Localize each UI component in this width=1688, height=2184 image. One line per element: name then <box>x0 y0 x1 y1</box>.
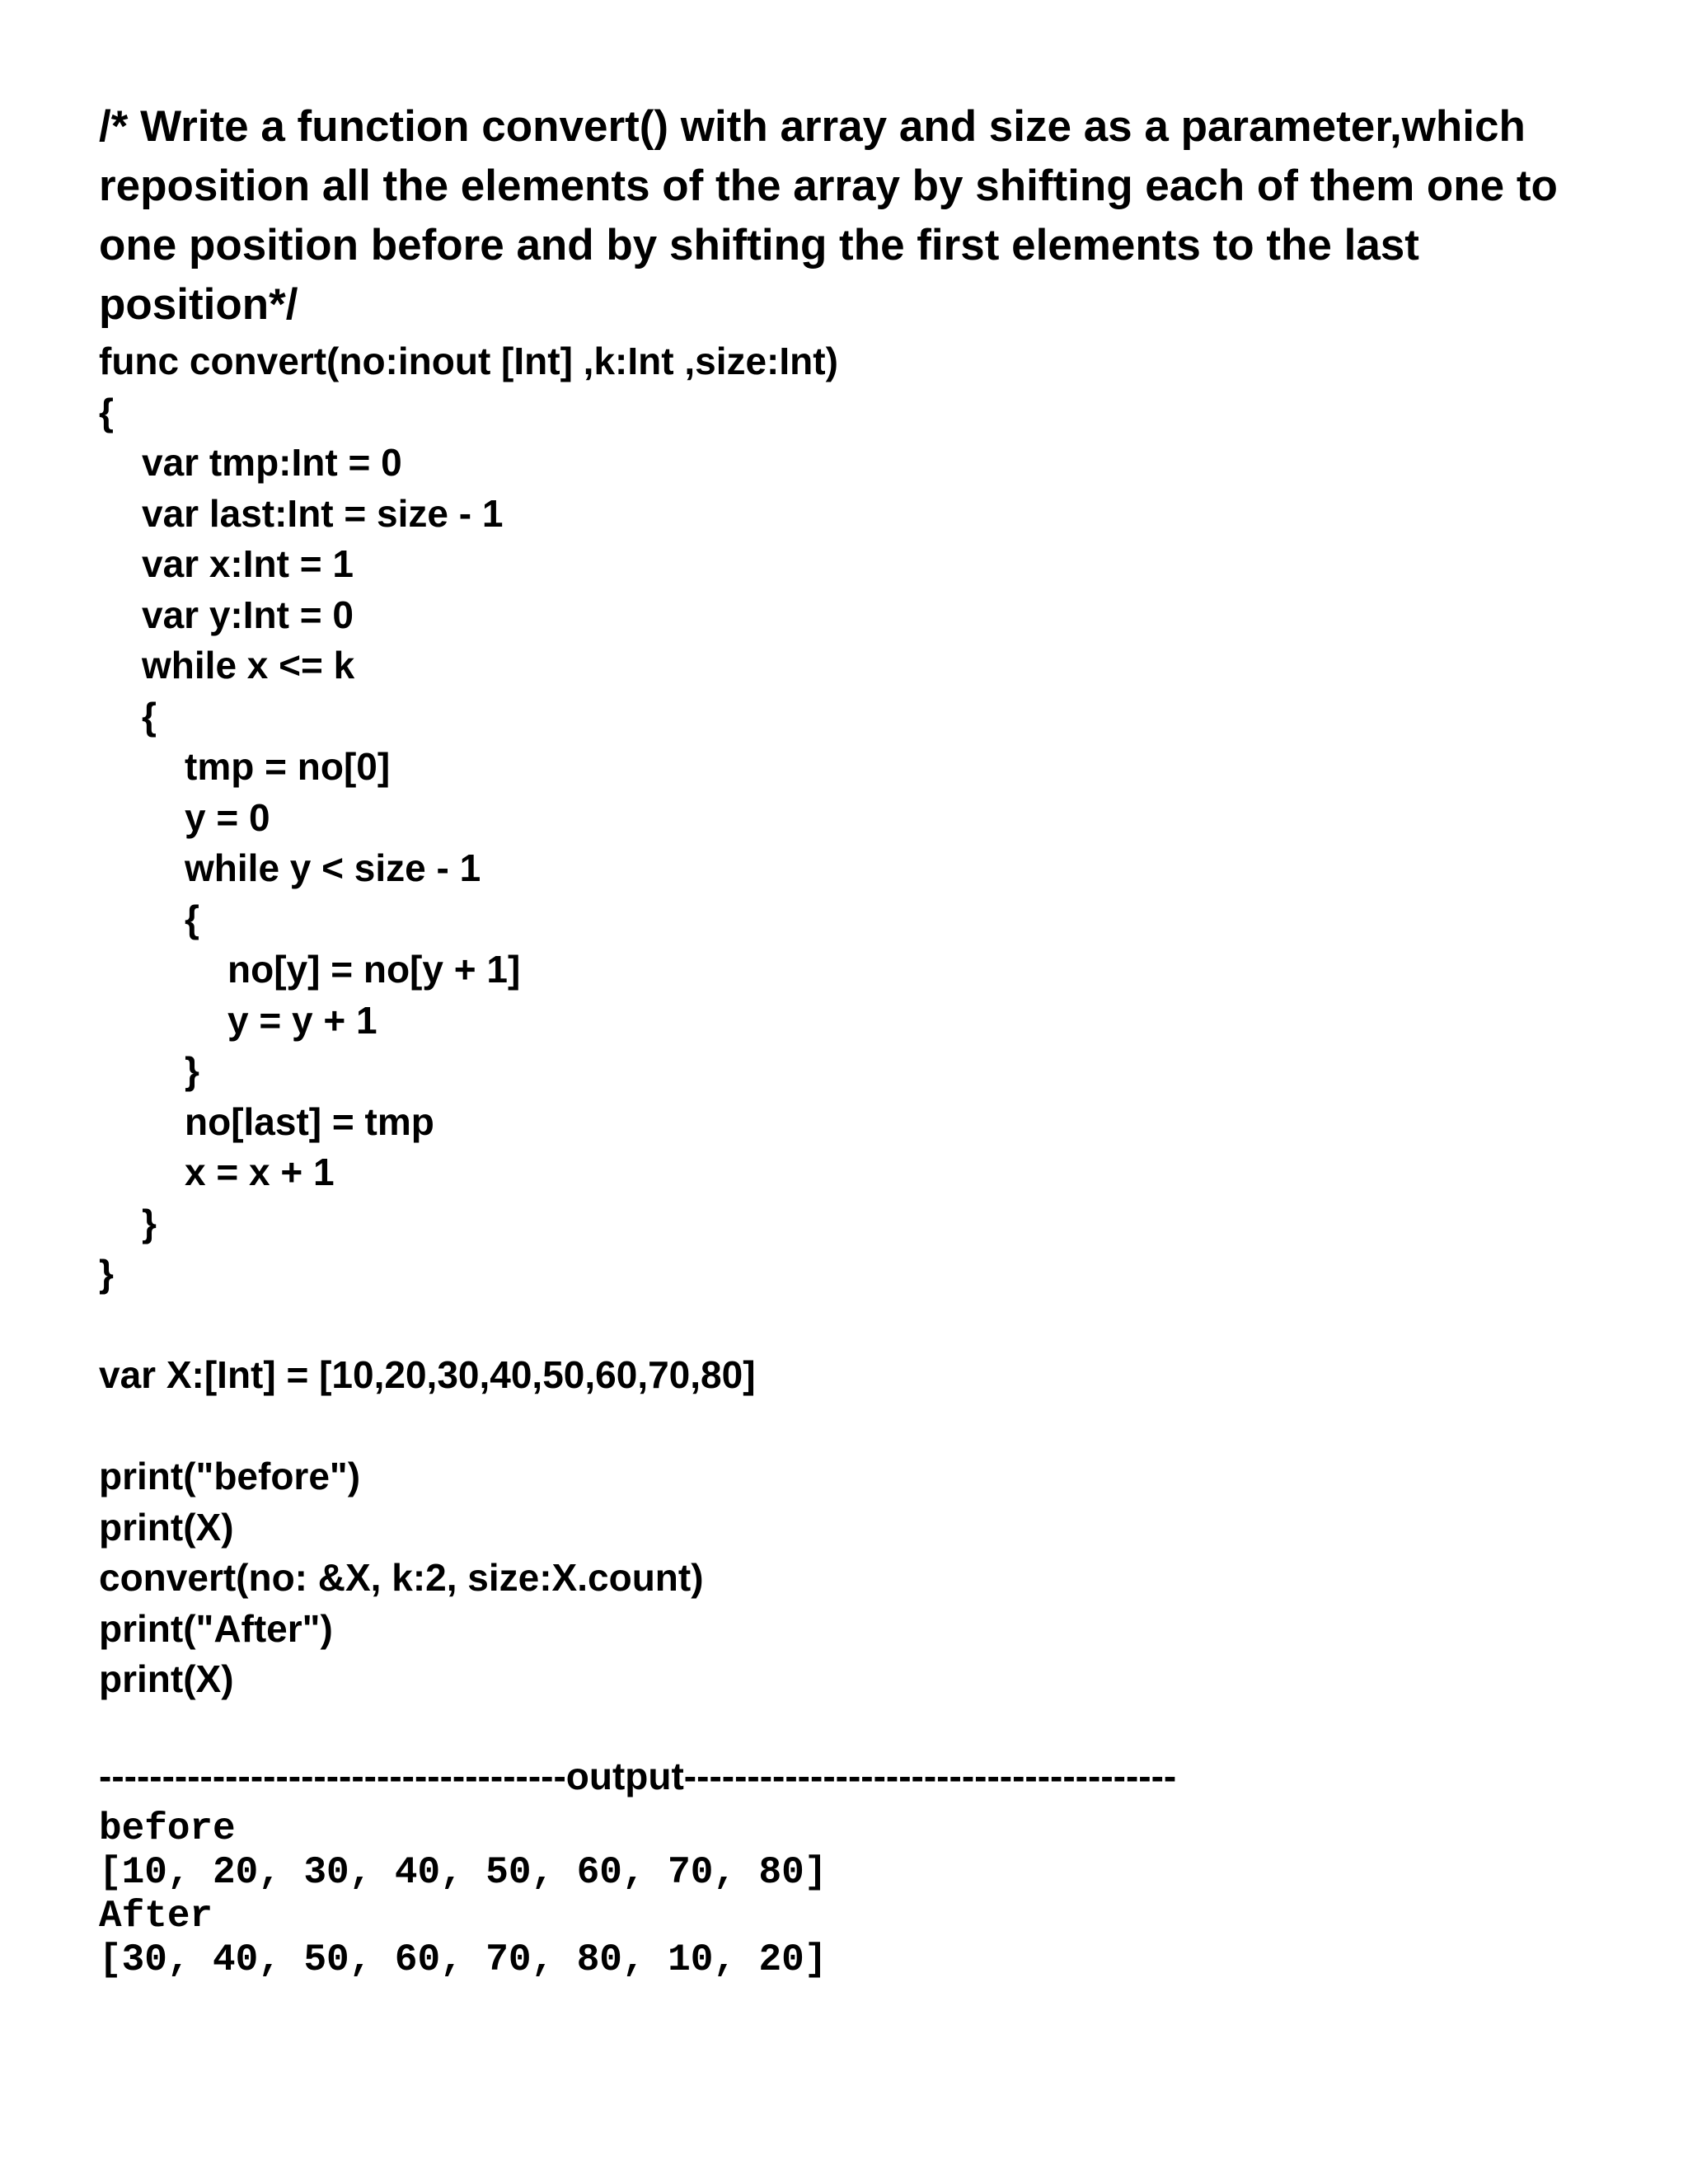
print-before-line: print("before") <box>99 1455 361 1497</box>
y-reset-line: y = 0 <box>185 795 270 839</box>
print-x-line: print(X) <box>99 1505 234 1549</box>
var-y-line: var y:Int = 0 <box>142 593 354 636</box>
array-decl-line: var X:[Int] = [10,20,30,40,50,60,70,80] <box>99 1353 756 1396</box>
open-brace-line: { <box>185 897 199 940</box>
close-brace-line: } <box>142 1201 157 1244</box>
var-x-line: var x:Int = 1 <box>142 542 354 585</box>
close-brace-line: } <box>99 1252 114 1295</box>
output-line: [10, 20, 30, 40, 50, 60, 70, 80] <box>99 1851 828 1894</box>
tmp-assign-line: tmp = no[0] <box>185 745 391 788</box>
print-x-line: print(X) <box>99 1657 234 1700</box>
last-assign-line: no[last] = tmp <box>185 1099 434 1143</box>
shift-assign-line: no[y] = no[y + 1] <box>227 948 521 991</box>
x-increment-line: x = x + 1 <box>185 1151 335 1193</box>
output-line: before <box>99 1807 236 1850</box>
y-increment-line: y = y + 1 <box>227 998 377 1042</box>
open-brace-line: { <box>99 390 114 434</box>
func-signature-line: func convert(no:inout [Int] ,k:Int ,size:Int) <box>99 340 838 382</box>
while-inner-line: while y < size - 1 <box>185 846 481 889</box>
comment-line: one position before and by shifting the first elements to the last <box>99 221 1419 269</box>
var-tmp-line: var tmp:Int = 0 <box>142 441 402 484</box>
comment-line: position*/ <box>99 280 298 329</box>
blank-line <box>99 1300 838 1351</box>
while-outer-line: while x <= k <box>142 644 355 687</box>
open-brace-line: { <box>142 694 157 738</box>
convert-call-line: convert(no: &X, k:2, size:X.count) <box>99 1556 704 1599</box>
var-last-line: var last:Int = size - 1 <box>142 491 504 535</box>
output-line: After <box>99 1895 213 1938</box>
output-separator: -------------------------------------output--------------------------------------- <box>99 1755 1177 1797</box>
comment-line: reposition all the elements of the array by shifting each of them one to <box>99 162 1558 210</box>
output-line: [30, 40, 50, 60, 70, 80, 10, 20] <box>99 1938 828 1981</box>
code-block <box>99 336 838 1705</box>
blank-line <box>99 1401 838 1452</box>
print-after-line: print("After") <box>99 1606 333 1650</box>
problem-statement-comment <box>99 97 1599 335</box>
program-output <box>99 1807 827 1982</box>
comment-line: /* Write a function convert() with array and size as a parameter,which <box>99 102 1526 151</box>
close-brace-line: } <box>185 1049 199 1092</box>
